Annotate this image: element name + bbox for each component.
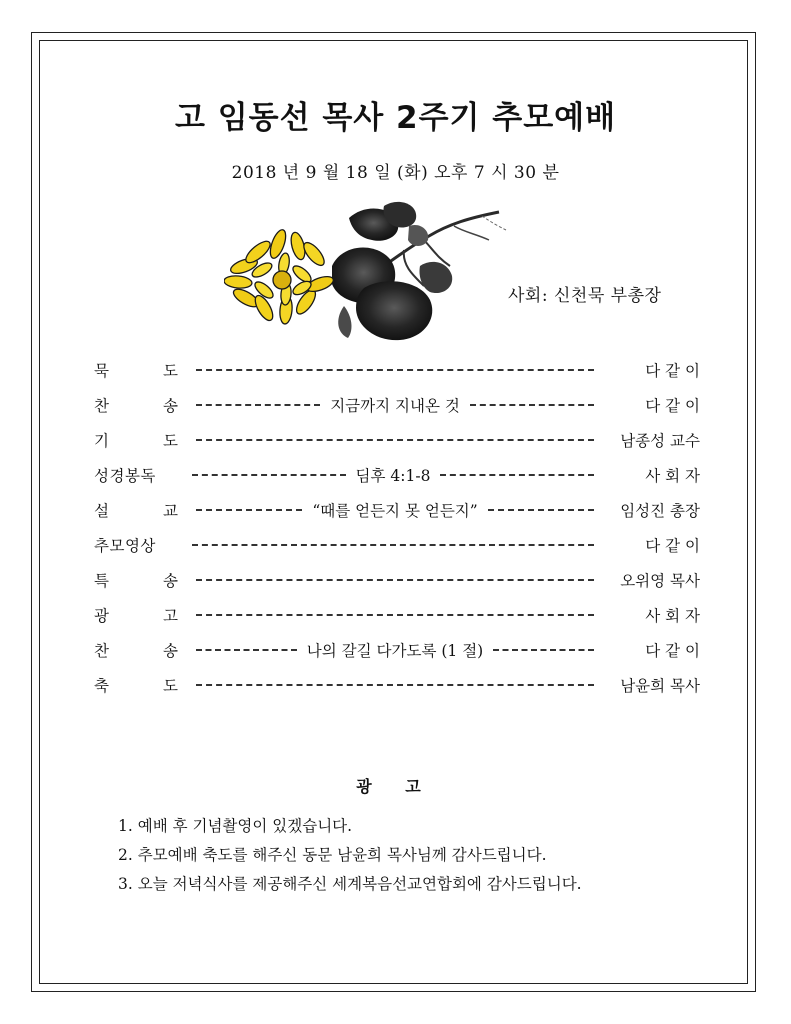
program-row [94, 562, 700, 597]
announcement-item: 3. 오늘 저녁식사를 제공해주신 세계복음선교연합회에 감사드립니다. [118, 875, 582, 893]
program-item-label [94, 359, 182, 381]
announcements-list [118, 812, 582, 899]
program-item-label [94, 464, 178, 486]
program-label-text: 묵 [94, 361, 109, 380]
program-item-label [94, 569, 182, 591]
program-item-detail: 딤후 4:1-8 [355, 466, 431, 485]
announcement-item: 1. 예배 후 기념촬영이 있겠습니다. [118, 817, 353, 835]
program-label-text: 추모영상 [94, 536, 156, 555]
program-leader-line [190, 439, 600, 441]
program-leader-line [190, 394, 600, 416]
program-item-label [94, 674, 182, 696]
program-leader-line [190, 579, 600, 581]
program-item-person: 사 회 자 [645, 466, 700, 485]
program-label-text: 송 [163, 641, 178, 660]
program-label-text: 송 [163, 571, 178, 590]
service-date: 2018 년 9 월 18 일 (화) 오후 7 시 30 분 [231, 163, 560, 183]
program-label-text: 기 [94, 431, 109, 450]
program-item-label [94, 639, 182, 661]
dotted-leader [488, 509, 594, 511]
announcements-title: 광 고 [356, 777, 435, 796]
chrysanthemum-ink-painting-icon [224, 196, 514, 346]
program-label-text: 찬 [94, 641, 109, 660]
program-item-person: 사 회 자 [645, 606, 700, 625]
dotted-leader [196, 369, 594, 371]
program-item-person: 다 같 이 [645, 396, 700, 415]
dotted-leader [196, 439, 594, 441]
program-leader-line [190, 369, 600, 371]
program-leader-line [190, 614, 600, 616]
program-label-text: 송 [163, 396, 178, 415]
program-row [94, 422, 700, 457]
program-row [94, 597, 700, 632]
program-leader-line [190, 684, 600, 686]
program-leader-line [190, 639, 600, 661]
program-item-label [94, 429, 182, 451]
program-row [94, 387, 700, 422]
program-row [94, 457, 700, 492]
program-item-person: 다 같 이 [645, 641, 700, 660]
program-label-text: 교 [163, 501, 178, 520]
program-item-label [94, 534, 178, 556]
program-item-person: 다 같 이 [645, 361, 700, 380]
program-label-text: 특 [94, 571, 109, 590]
program-item-label [94, 604, 182, 626]
program-label-text: 도 [163, 676, 178, 695]
dotted-leader [493, 649, 594, 651]
order-of-service [94, 352, 700, 702]
dotted-leader [470, 404, 594, 406]
program-leader-line [190, 499, 600, 521]
program-label-text: 도 [163, 431, 178, 450]
program-item-person: 남윤희 목사 [620, 676, 700, 695]
program-item-detail: 나의 갈길 다가도록 (1 절) [306, 641, 484, 660]
program-label-text: 축 [94, 676, 109, 695]
program-label-text: 광 [94, 606, 109, 625]
dotted-leader [196, 579, 594, 581]
dotted-leader [196, 404, 320, 406]
dotted-leader [440, 474, 594, 476]
program-leader-line [186, 464, 600, 486]
program-item-person: 다 같 이 [645, 536, 700, 555]
program-item-label [94, 499, 182, 521]
program-item-person: 남종성 교수 [620, 431, 700, 450]
program-label-text: 고 [163, 606, 178, 625]
program-label-text: 성경봉독 [94, 466, 156, 485]
dotted-leader [196, 614, 594, 616]
program-row [94, 352, 700, 387]
program-label-text: 도 [163, 361, 178, 380]
program-item-detail: “때를 얻든지 못 얻든지” [312, 501, 478, 520]
announcement-item: 2. 추모예배 축도를 해주신 동문 남윤희 목사님께 감사드립니다. [118, 846, 547, 864]
dotted-leader [192, 474, 346, 476]
dotted-leader [196, 509, 302, 511]
chrysanthemum-painting [224, 196, 514, 346]
program-label-text: 찬 [94, 396, 109, 415]
program-row [94, 492, 700, 527]
program-item-person: 오위영 목사 [620, 571, 700, 590]
program-row [94, 632, 700, 667]
dotted-leader [196, 684, 594, 686]
program-item-label [94, 394, 182, 416]
dotted-leader [192, 544, 594, 546]
program-item-detail: 지금까지 지내온 것 [330, 396, 460, 415]
program-label-text: 설 [94, 501, 109, 520]
program-row [94, 527, 700, 562]
program-leader-line [186, 544, 600, 546]
program-item-person: 임성진 총장 [620, 501, 700, 520]
program-row [94, 667, 700, 702]
host-name: 사회: 신천묵 부총장 [508, 286, 662, 306]
page-title: 고 임동선 목사 2주기 추모예배 [174, 100, 617, 136]
dotted-leader [196, 649, 297, 651]
